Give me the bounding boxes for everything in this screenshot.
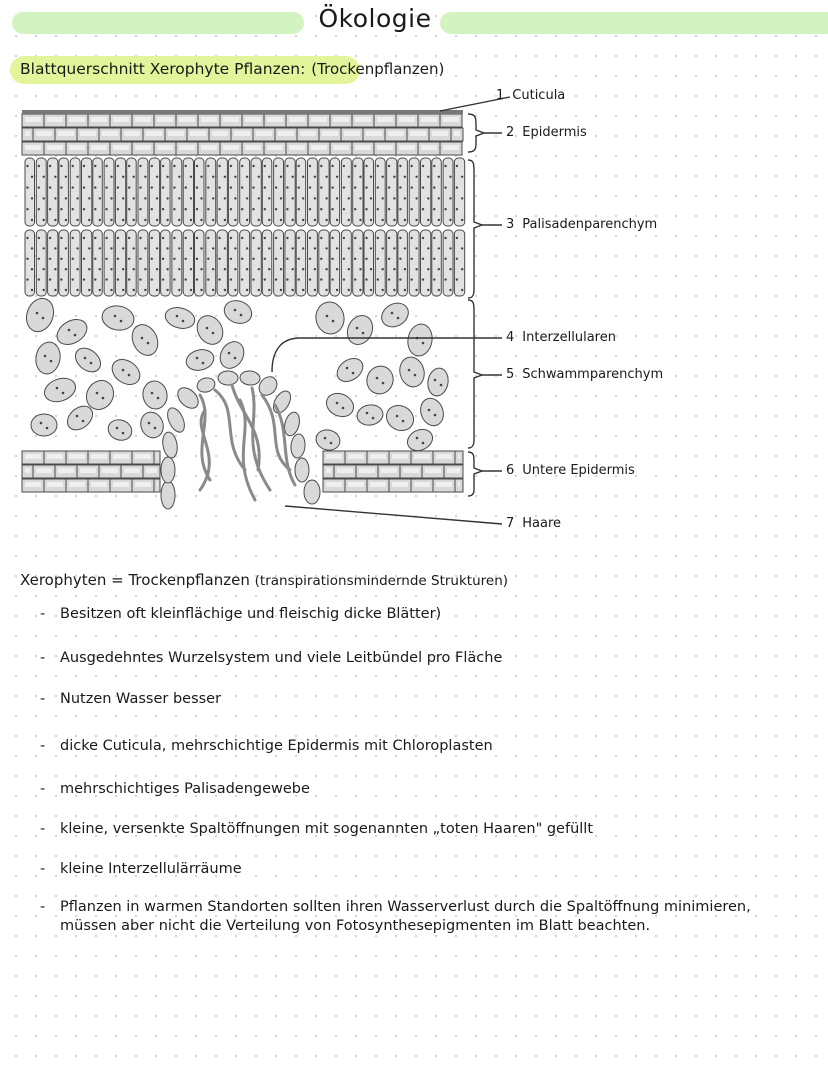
note-bullet: - dicke Cuticula, mehrschichtige Epidermis mit Chloroplasten	[40, 738, 493, 754]
spongy-cell	[323, 389, 358, 421]
spongy-cell	[405, 322, 434, 358]
palisade-cell	[206, 158, 216, 226]
palisade-cell	[375, 230, 385, 296]
palisade-cell	[274, 230, 284, 296]
stoma-wall-cell	[295, 458, 309, 482]
palisade-cell	[59, 158, 69, 226]
palisade-cell	[432, 158, 442, 226]
notes-intro-text: Xerophyten = Trockenpflanzen	[20, 571, 250, 589]
stoma-wall-cell	[290, 433, 306, 458]
palisade-cell	[240, 230, 250, 296]
palisade-cell	[454, 158, 464, 226]
palisade-cell	[308, 158, 318, 226]
palisade-cell	[285, 230, 295, 296]
palisade-cell	[93, 230, 103, 296]
palisade-cell	[296, 158, 306, 226]
spongy-cell	[33, 340, 62, 376]
palisade-cell	[195, 230, 205, 296]
note-bullet: - kleine Interzellulärräume	[40, 861, 242, 877]
palisade-cell	[251, 158, 261, 226]
palisade-cell	[228, 158, 238, 226]
palisade-cell	[341, 230, 351, 296]
spongy-cell	[105, 416, 134, 443]
spongy-cell	[313, 300, 346, 336]
palisade-cell	[82, 230, 92, 296]
palisade-cell	[398, 230, 408, 296]
palisade-cell	[443, 230, 453, 296]
spongy-cell	[71, 343, 105, 376]
palisade-cell	[25, 230, 35, 296]
spongy-cell	[343, 311, 377, 348]
palisade-cell	[262, 158, 272, 226]
palisade-cell	[138, 158, 148, 226]
spongy-cell	[417, 395, 447, 429]
spongy-cell	[22, 295, 58, 336]
sunken-stoma	[161, 370, 320, 509]
palisade-cell	[319, 158, 329, 226]
palisade-cell	[375, 158, 385, 226]
diagram-label-haare: 7 Haare	[506, 516, 562, 531]
palisade-cell	[183, 230, 193, 296]
palisade-cell	[149, 230, 159, 296]
palisade-cell	[364, 230, 374, 296]
palisade-cell	[285, 158, 295, 226]
palisade-cell	[206, 230, 216, 296]
spongy-cell	[107, 354, 144, 389]
note-bullet: - Besitzen oft kleinflächige und fleischig dicke Blätter)	[40, 606, 442, 622]
spongy-cell	[363, 362, 397, 397]
stoma-wall-cell	[239, 370, 260, 386]
diagram-heading-main: Blattquerschnitt Xerophyte Pflanzen:	[20, 60, 306, 78]
note-bullet-multiline: - Pflanzen in warmen Standorten sollten ihren Wasserverlust durch die Spaltöffnung minimieren, müssen aber nicht die Verteilung von Fotosynthesepigmenten im Blatt beachten.	[40, 899, 751, 934]
stoma-wall-cell	[218, 371, 238, 385]
palisade-cell	[127, 158, 137, 226]
diagram-heading-paren: (Trockenpflanzen)	[311, 60, 445, 78]
diagram-label-schwammparenchym: 5 Schwammparenchym	[506, 367, 664, 382]
palisade-cell	[59, 230, 69, 296]
palisade-cell	[48, 230, 58, 296]
palisade-cell	[330, 158, 340, 226]
palisade-cell	[217, 158, 227, 226]
palisade-cell	[70, 230, 80, 296]
palisade-cell	[274, 158, 284, 226]
palisade-cell	[262, 230, 272, 296]
palisade-cell	[251, 230, 261, 296]
spongy-cell	[53, 314, 92, 349]
palisade-parenchyma	[25, 158, 465, 296]
palisade-cell	[364, 158, 374, 226]
palisade-cell	[387, 230, 397, 296]
notes-intro-paren: (transpirationsmindernde Strukturen)	[254, 573, 509, 589]
palisade-cell	[48, 158, 58, 226]
palisade-cell	[454, 230, 464, 296]
stoma-wall-cell	[304, 480, 320, 504]
palisade-cell	[217, 230, 227, 296]
palisade-cell	[172, 230, 182, 296]
palisade-cell	[353, 158, 363, 226]
upper-epidermis	[22, 114, 463, 155]
spongy-cell	[192, 311, 228, 349]
stoma-wall-cell	[195, 376, 216, 394]
page-title: Ökologie	[318, 4, 432, 33]
palisade-cell	[240, 158, 250, 226]
palisade-cell	[183, 158, 193, 226]
palisade-cell	[421, 158, 431, 226]
palisade-cell	[443, 158, 453, 226]
palisade-cell	[70, 158, 80, 226]
spongy-cell	[426, 366, 451, 397]
palisade-cell	[127, 230, 137, 296]
stoma-wall-cell	[161, 431, 179, 459]
diagram-label-epidermis: 2 Epidermis	[506, 125, 587, 140]
cuticle-layer	[22, 110, 463, 114]
palisade-cell	[149, 158, 159, 226]
palisade-cell	[319, 230, 329, 296]
palisade-cell	[421, 230, 431, 296]
palisade-cell	[138, 230, 148, 296]
spongy-cell	[404, 425, 436, 454]
palisade-cell	[409, 230, 419, 296]
spongy-cell	[141, 379, 169, 411]
spongy-cell	[377, 298, 412, 331]
spongy-cell	[215, 337, 248, 372]
spongy-cell	[382, 401, 418, 436]
diagram-label-palisadenparenchym: 3 Palisadenparenchym	[506, 217, 658, 232]
palisade-cell	[104, 158, 114, 226]
stoma-wall-cell	[161, 457, 175, 483]
palisade-cell	[82, 158, 92, 226]
palisade-cell	[353, 230, 363, 296]
palisade-cell	[195, 158, 205, 226]
spongy-cell	[397, 354, 428, 389]
spongy-cell	[31, 414, 57, 436]
note-bullet: - mehrschichtiges Palisadengewebe	[40, 781, 310, 797]
palisade-cell	[161, 230, 171, 296]
palisade-cell	[228, 230, 238, 296]
palisade-cell	[36, 230, 46, 296]
stoma-wall-cell	[161, 481, 175, 509]
spongy-cell	[41, 374, 79, 406]
palisade-cell	[296, 230, 306, 296]
note-bullet: - kleine, versenkte Spaltöffnungen mit sogenannten „toten Haaren" gefüllt	[40, 821, 594, 837]
palisade-cell	[341, 158, 351, 226]
spongy-cell	[100, 303, 136, 332]
spongy-cell	[127, 320, 162, 359]
spongy-cell	[314, 427, 342, 453]
palisade-cell	[398, 158, 408, 226]
palisade-cell	[36, 158, 46, 226]
spongy-cell	[137, 409, 167, 441]
palisade-cell	[161, 158, 171, 226]
spongy-cell	[333, 354, 367, 386]
note-bullet: - Nutzen Wasser besser	[40, 691, 222, 707]
diagram-label-untere-epidermis: 6 Untere Epidermis	[506, 463, 635, 478]
palisade-cell	[432, 230, 442, 296]
palisade-cell	[330, 230, 340, 296]
notes-intro	[20, 571, 508, 589]
palisade-cell	[104, 230, 114, 296]
palisade-cell	[25, 158, 35, 226]
spongy-cell	[163, 304, 197, 331]
note-bullet: - Ausgedehntes Wurzelsystem und viele Leitbündel pro Fläche	[40, 650, 503, 666]
diagram-label-cuticula: 1 Cuticula	[496, 88, 566, 103]
palisade-cell	[172, 158, 182, 226]
spongy-cell	[184, 347, 216, 374]
stoma-wall-cell	[164, 405, 188, 434]
palisade-cell	[387, 158, 397, 226]
palisade-cell	[308, 230, 318, 296]
palisade-cell	[93, 158, 103, 226]
palisade-cell	[409, 158, 419, 226]
diagram-label-interzellularen: 4 Interzellularen	[506, 330, 616, 345]
spongy-cell	[355, 403, 384, 427]
palisade-cell	[115, 158, 125, 226]
palisade-cell	[115, 230, 125, 296]
spongy-cell	[221, 297, 255, 327]
